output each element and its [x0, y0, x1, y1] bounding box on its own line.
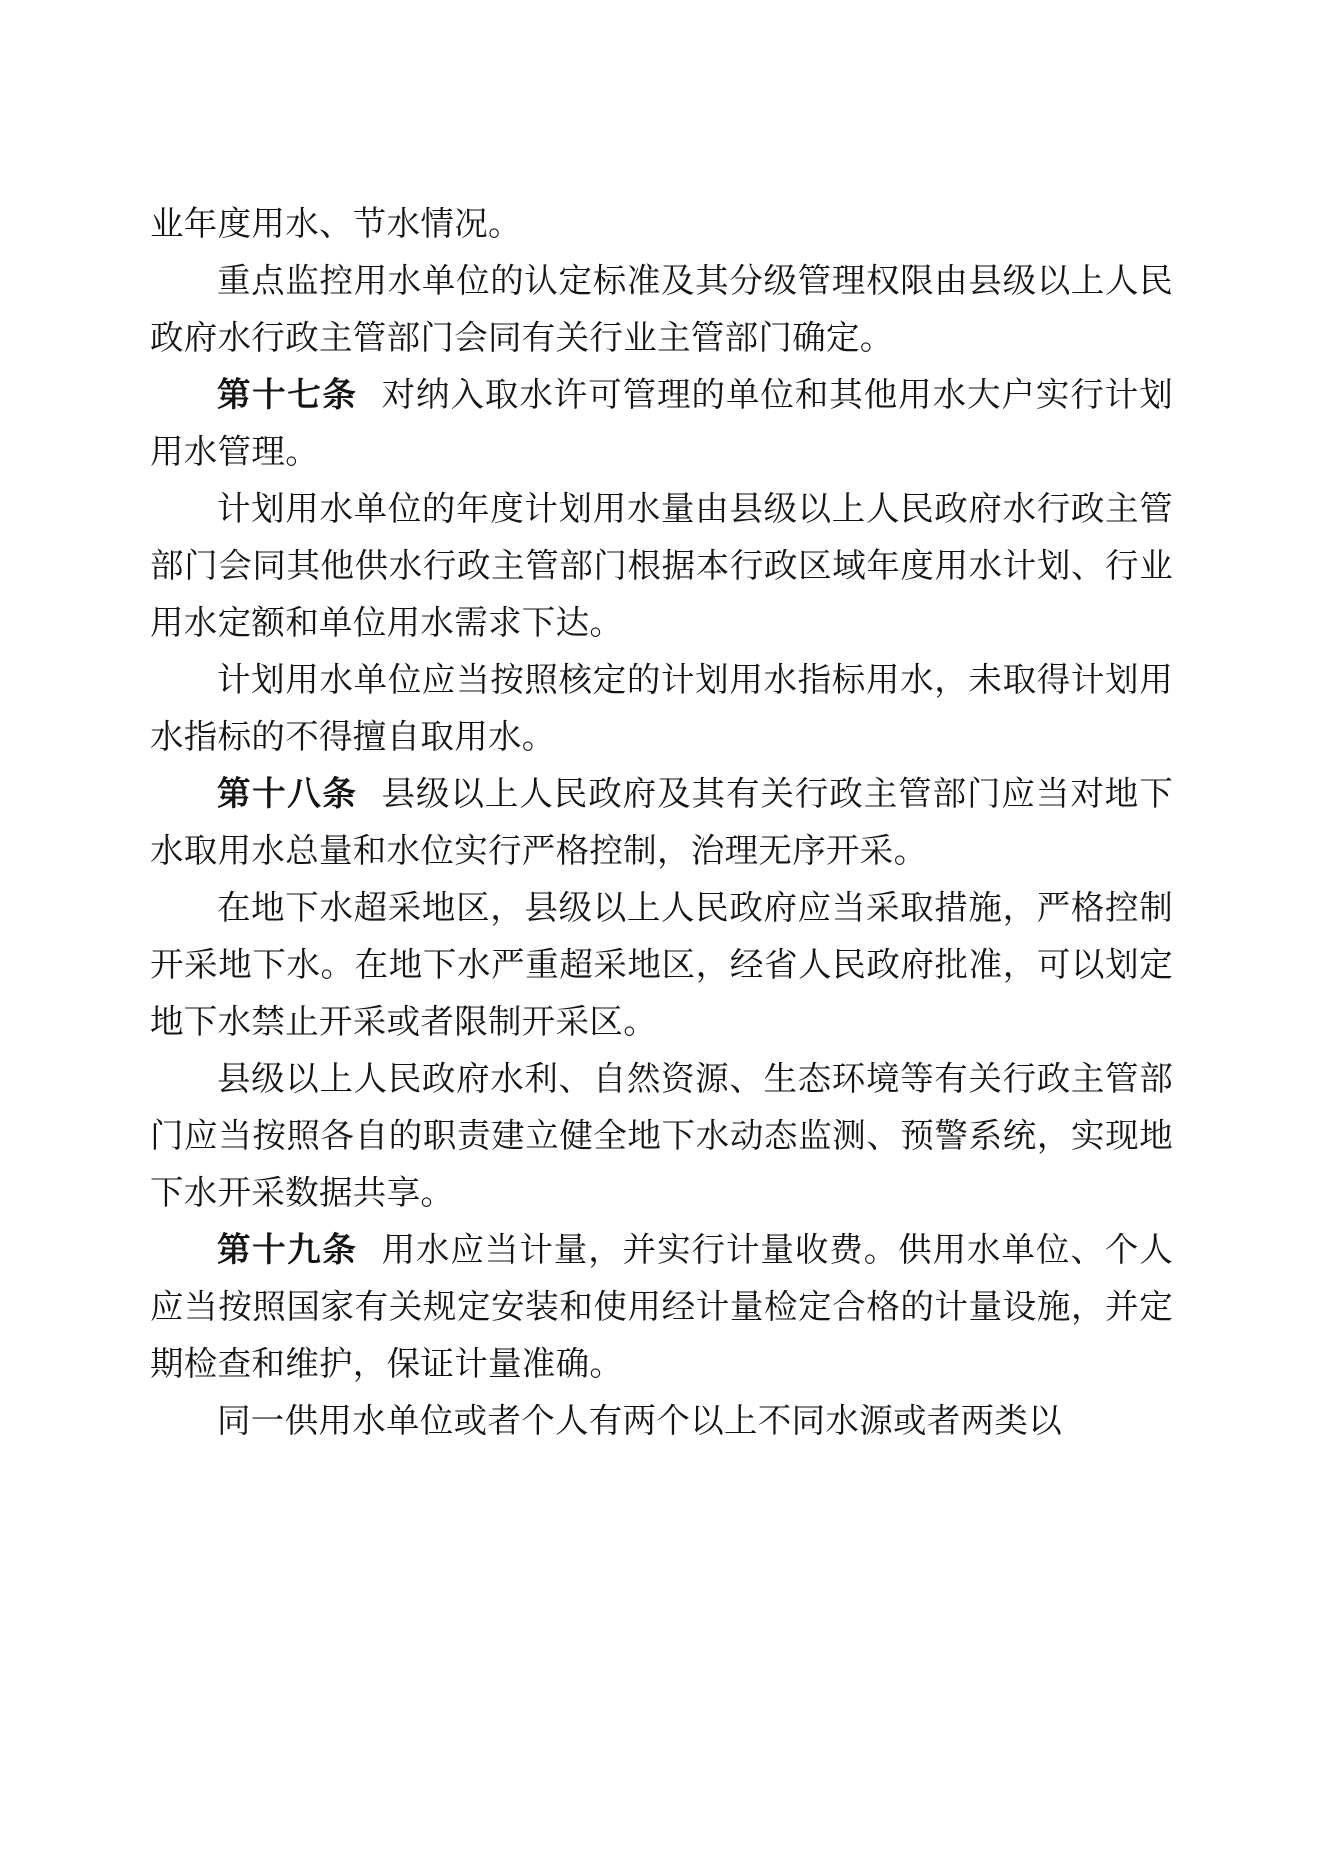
paragraph-text: 业年度用水、节水情况。 [150, 204, 522, 243]
paragraph-text: 对纳入取水许可管理的单位和其他用水大户实行计划用水管理。 [150, 375, 1173, 471]
paragraph-text: 在地下水超采地区，县级以上人民政府应当采取措施，严格控制开采地下水。在地下水严重超采地区，经省人民政府批准，可以划定地下水禁止开采或者限制开采区。 [150, 888, 1173, 1041]
article-number: 第十八条 [217, 774, 358, 813]
paragraph [150, 651, 1173, 765]
paragraph [150, 1050, 1173, 1221]
paragraph [150, 879, 1173, 1050]
paragraph [150, 480, 1173, 651]
document-body [150, 195, 1173, 1449]
paragraph-text: 县级以上人民政府及其有关行政主管部门应当对地下水取用水总量和水位实行严格控制，治理无序开采。 [150, 774, 1173, 870]
paragraph [150, 765, 1173, 879]
article-number: 第十九条 [217, 1230, 358, 1269]
paragraph-text: 计划用水单位应当按照核定的计划用水指标用水，未取得计划用水指标的不得擅自取用水。 [150, 660, 1173, 756]
paragraph-text: 重点监控用水单位的认定标准及其分级管理权限由县级以上人民政府水行政主管部门会同有关行业主管部门确定。 [150, 261, 1173, 357]
paragraph [150, 1392, 1173, 1449]
paragraph [150, 252, 1173, 366]
article-number: 第十七条 [217, 375, 358, 414]
paragraph-text: 县级以上人民政府水利、自然资源、生态环境等有关行政主管部门应当按照各自的职责建立健全地下水动态监测、预警系统，实现地下水开采数据共享。 [150, 1059, 1173, 1212]
paragraph-text: 同一供用水单位或者个人有两个以上不同水源或者两类以 [217, 1401, 1062, 1440]
paragraph [150, 366, 1173, 480]
paragraph-text: 计划用水单位的年度计划用水量由县级以上人民政府水行政主管部门会同其他供水行政主管部门根据本行政区域年度用水计划、行业用水定额和单位用水需求下达。 [150, 489, 1173, 642]
paragraph [150, 195, 1173, 252]
paragraph [150, 1221, 1173, 1392]
paragraph-text: 用水应当计量，并实行计量收费。供用水单位、个人应当按照国家有关规定安装和使用经计量检定合格的计量设施，并定期检查和维护，保证计量准确。 [150, 1230, 1173, 1383]
